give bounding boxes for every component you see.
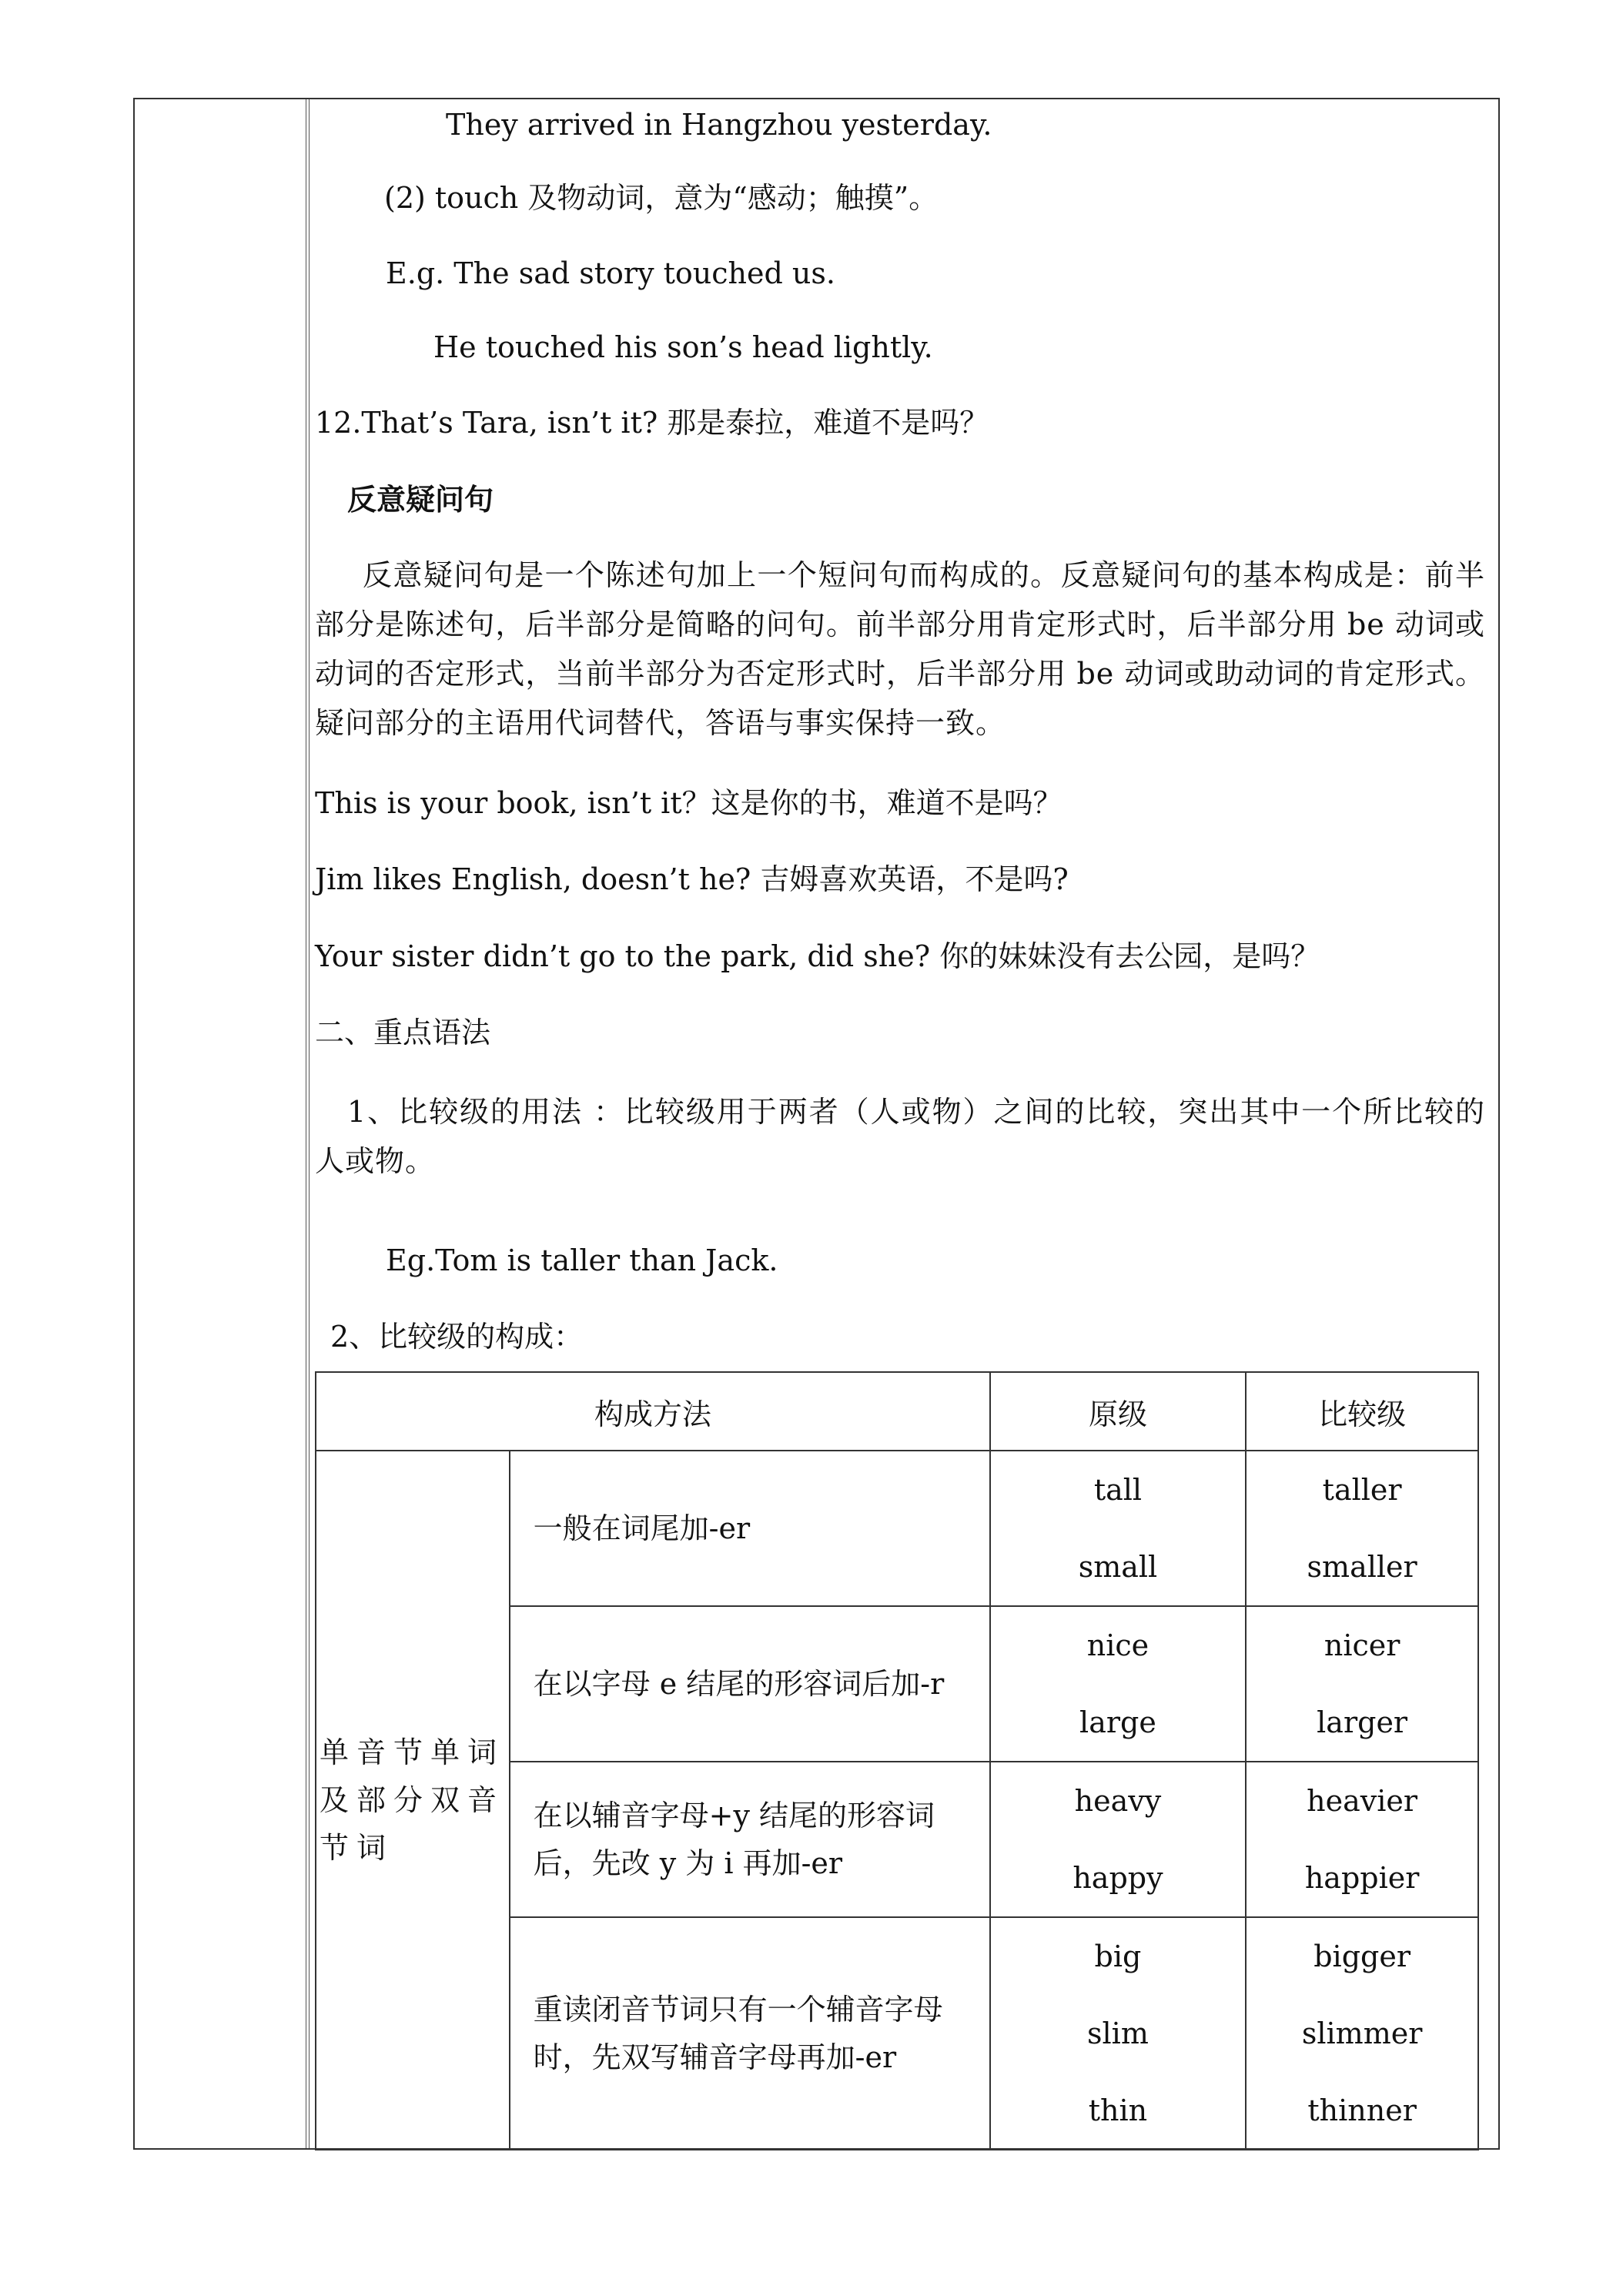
comparative-word: bigger: [1313, 1940, 1411, 1973]
section-heading: 二、重点语法: [315, 1016, 491, 1049]
example-sentence: Eg.Tom is taller than Jack.: [386, 1243, 778, 1277]
example-sentence: They arrived in Hangzhou yesterday.: [446, 108, 992, 142]
category-cell: 单音节单词及部分双音节词: [316, 1451, 510, 2150]
comparative-cell: [1246, 1762, 1478, 1917]
method-cell: 重读闭音节词只有一个辅音字母时，先双写辅音字母再加-er: [510, 1917, 990, 2150]
base-cell: [990, 1917, 1247, 2150]
base-word: heavy: [1074, 1784, 1162, 1818]
content-cell: [315, 99, 1498, 2148]
comparative-word: happier: [1304, 1861, 1420, 1895]
base-word: small: [1078, 1550, 1158, 1584]
base-word: nice: [1086, 1628, 1149, 1662]
section-subtitle: 反意疑问句: [347, 482, 494, 517]
example-sentence: E.g. The sad story touched us.: [386, 256, 835, 290]
example-sentence: This is your book, isn’t it？这是你的书，难道不是吗？: [315, 786, 1062, 820]
base-word: happy: [1073, 1861, 1163, 1895]
base-cell: [990, 1606, 1247, 1762]
method-cell: 一般在词尾加-er: [510, 1451, 990, 1606]
grammar-point: 1、比较级的用法 ：比较级用于两者（人或物）之间的比较，突出其中一个所比较的人或物。: [315, 1095, 1485, 1178]
base-cell: [990, 1762, 1247, 1917]
header-method: 构成方法: [316, 1372, 990, 1451]
comparative-word: taller: [1322, 1473, 1402, 1507]
point-heading: 12.That’s Tara, isn’t it? 那是泰拉，难道不是吗？: [315, 406, 989, 440]
example-sentence: Jim likes English, doesn’t he? 吉姆喜欢英语，不是吗?: [315, 862, 1069, 896]
method-cell: 在以字母 e 结尾的形容词后加-r: [510, 1606, 990, 1762]
vocab-note: (2) touch 及物动词，意为“感动；触摸”。: [384, 181, 939, 215]
method-cell: 在以辅音字母+y 结尾的形容词后，先改 y 为 i 再加-er: [510, 1762, 990, 1917]
base-word: thin: [1088, 2094, 1148, 2127]
base-word: large: [1079, 1705, 1156, 1739]
comparative-word: nicer: [1323, 1628, 1400, 1662]
comparative-word: larger: [1317, 1705, 1408, 1739]
header-base: 原级: [990, 1372, 1247, 1451]
explanation-paragraph: 反意疑问句是一个陈述句加上一个短问句而构成的。反意疑问句的基本构成是：前半部分是陈述句，后半部分是简略的问句。前半部分用肯定形式时，后半部分用 be 动词或动词的否定形式，当前半部分为否定形式时，后半部分用 be 动词或助动词的肯定形式。疑问部分的主语用代词替代，答语与事实保持一致。: [315, 558, 1485, 740]
base-word: slim: [1087, 2017, 1149, 2050]
comparative-cell: [1246, 1451, 1478, 1606]
header-comparative: 比较级: [1246, 1372, 1478, 1451]
base-cell: [990, 1451, 1247, 1606]
document-table: [133, 98, 1500, 2150]
base-word: big: [1094, 1940, 1142, 1973]
grammar-point: 2、比较级的构成：: [330, 1320, 584, 1354]
base-word: tall: [1093, 1473, 1143, 1507]
left-column: [135, 99, 306, 2148]
comparative-word: heavier: [1307, 1784, 1418, 1818]
example-sentence: Your sister didn’t go to the park, did she? 你的妹妹没有去公园，是吗？: [315, 939, 1320, 973]
comparative-cell: [1246, 1917, 1478, 2150]
comparative-word: smaller: [1307, 1550, 1417, 1584]
comparative-cell: [1246, 1606, 1478, 1762]
comparative-word: slimmer: [1301, 2017, 1423, 2050]
comparative-word: thinner: [1307, 2094, 1417, 2127]
example-sentence: He touched his son’s head lightly.: [433, 330, 933, 364]
column-divider: [309, 99, 310, 2148]
comparative-table: [315, 1371, 1479, 2150]
